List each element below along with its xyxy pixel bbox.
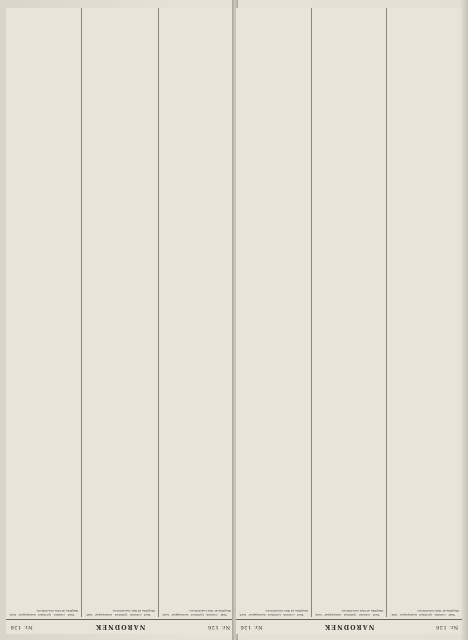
right-page-title: NARODNEK bbox=[323, 623, 375, 631]
left-column-1-text: Text column (printed newspaper text, illegible at this resolution). bbox=[161, 608, 231, 617]
left-column-2-text: Text column (printed newspaper text, illegible at this resolution). bbox=[85, 608, 155, 617]
right-page bbox=[236, 8, 462, 634]
right-page-number: Nr. 126 bbox=[435, 624, 458, 630]
right-column-3-text: Text column (printed newspaper text, illegible at this resolution). bbox=[238, 608, 308, 617]
left-page-title: NARODNEK bbox=[94, 623, 146, 631]
right-column-3 bbox=[236, 8, 311, 617]
left-column-1 bbox=[158, 8, 234, 617]
left-column-3 bbox=[6, 8, 81, 617]
page-edge-shadow bbox=[460, 0, 468, 640]
left-page-number-right: Nr. 126 bbox=[10, 624, 33, 630]
right-column-1 bbox=[386, 8, 462, 617]
left-column-2 bbox=[81, 8, 157, 617]
right-page-masthead bbox=[236, 619, 462, 634]
right-page-number-right: Nr. 126 bbox=[240, 624, 263, 630]
left-page-columns bbox=[6, 8, 234, 617]
right-page-columns bbox=[236, 8, 462, 617]
left-column-3-text: Text column (printed newspaper text, illegible at this resolution). bbox=[9, 608, 79, 617]
left-page-number: Nr. 126 bbox=[207, 624, 230, 630]
right-column-2 bbox=[311, 8, 387, 617]
left-page-masthead bbox=[6, 619, 234, 634]
right-column-1-text: Text column (printed newspaper text, illegible at this resolution). bbox=[390, 608, 459, 617]
left-page bbox=[6, 8, 234, 634]
right-column-2-text: Text column (printed newspaper text, illegible at this resolution). bbox=[314, 608, 384, 617]
